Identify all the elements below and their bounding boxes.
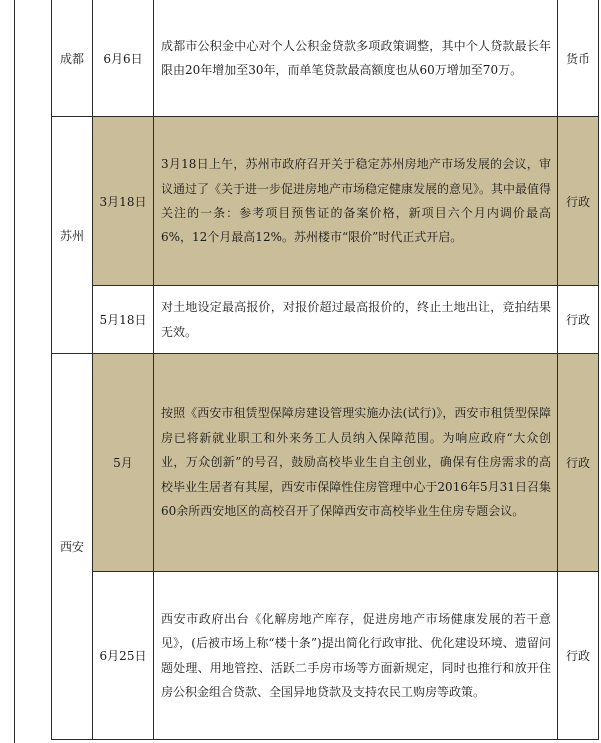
type-cell xyxy=(558,117,599,286)
policy-type-label: 行政 xyxy=(565,456,590,470)
policy-text: 西安市政府出台《化解房地产库存，促进房地产市场健康发展的若干意见》，(后被市场上称“楼十条”)提出简化行政审批、优化建设环境、遗留问题处理、用地管控、活跃二手房市场等方面新规定，同时也推行和放开住房公积金组合贷款、全国异地贷款及支持农民工购房等政策。 xyxy=(161,611,551,699)
content-cell xyxy=(154,354,558,572)
date-label: 6月6日 xyxy=(103,51,143,66)
type-cell xyxy=(558,354,599,572)
policy-text: 3月18日上午，苏州市政府召开关于稳定苏州房地产市场发展的会议，审议通过了《关于进一步促进房地产市场稳定健康发展的意见》。其中最值得关注的一条：参考项目预售证的备案价格，新项目六个月内调价最高6%，12个月最高12%。苏州楼市“限价”时代正式开启。 xyxy=(161,157,552,245)
table-row xyxy=(52,572,599,740)
type-cell xyxy=(558,0,599,117)
date-cell xyxy=(93,354,154,572)
content-cell xyxy=(154,572,558,740)
city-label: 成都 xyxy=(59,51,84,66)
policy-type-label: 行政 xyxy=(565,649,590,663)
date-label: 6月25日 xyxy=(99,649,147,663)
policy-type-label: 行政 xyxy=(565,313,590,327)
date-label: 5月 xyxy=(113,456,133,470)
date-cell xyxy=(93,286,154,354)
content-cell xyxy=(154,286,558,354)
city-cell xyxy=(52,0,93,117)
city-label: 西安 xyxy=(59,540,84,554)
policy-text: 成都市公积金中心对个人公积金贷款多项政策调整，其中个人贷款最长年限由20年增加至30年，而单笔贷款最高额度也从60万增加至70万。 xyxy=(161,38,551,77)
policy-table xyxy=(51,0,599,740)
policy-text: 按照《西安市租赁型保障房建设管理实施办法(试行)》，西安市租赁型保障房已将新就业职工和外来务工人员纳入保障范围。为响应政府“大众创业，万众创新”的号召，鼓励高校毕业生自主创业，确保有住房需求的高校毕业生居者有其屋，西安市保障性住房管理中心于2016年5月31日召集60余所西安地区的高校召开了保障西安市高校毕业生住房专题会议。 xyxy=(161,406,551,519)
policy-text: 对土地设定最高报价，对报价超过最高报价的，终止土地出让，竞拍结果无效。 xyxy=(161,300,551,339)
date-cell xyxy=(93,0,154,117)
date-cell xyxy=(93,572,154,740)
policy-type-label: 行政 xyxy=(565,194,590,209)
table-row xyxy=(52,117,599,286)
left-margin-rule xyxy=(14,0,15,743)
city-cell xyxy=(52,117,93,354)
date-label: 5月18日 xyxy=(99,313,147,327)
policy-type-label: 货币 xyxy=(565,51,590,66)
table-row xyxy=(52,286,599,354)
date-label: 3月18日 xyxy=(99,194,147,209)
type-cell xyxy=(558,286,599,354)
city-label: 苏州 xyxy=(59,228,84,243)
city-cell xyxy=(52,354,93,740)
table-row xyxy=(52,0,599,117)
type-cell xyxy=(558,572,599,740)
table-row xyxy=(52,354,599,572)
date-cell xyxy=(93,117,154,286)
content-cell xyxy=(154,117,558,286)
content-cell xyxy=(154,0,558,117)
